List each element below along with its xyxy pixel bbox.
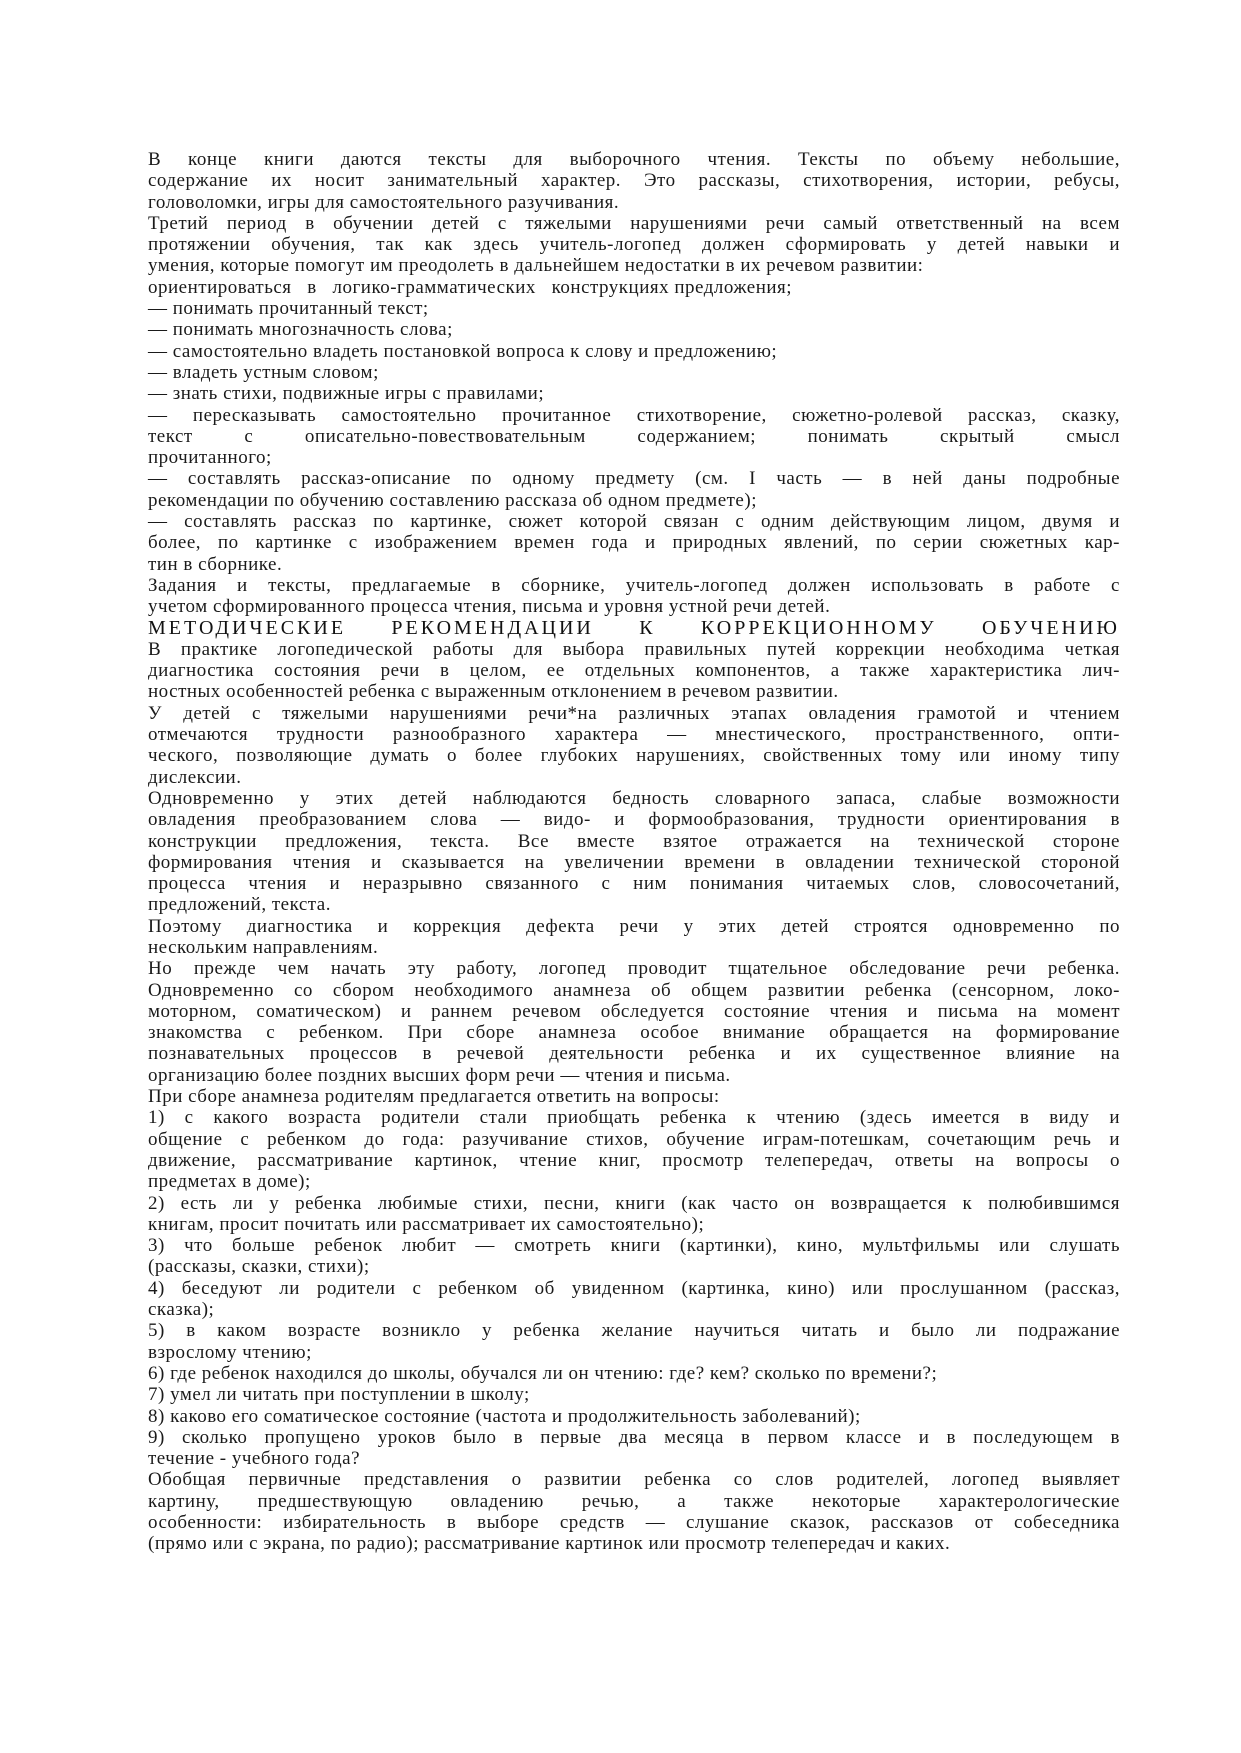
text-line: 9) сколько пропущено уроков было в первые два месяца в первом классе и в последующем в: [148, 1426, 1120, 1448]
text-line: ностных особенностей ребенка с выраженным отклонением в речевом развитии.: [148, 681, 839, 703]
text-line: учетом сформированного процесса чтения, письма и уровня устной речи детей.: [148, 596, 831, 618]
text-line: конструкции предложения, текста. Все вместе взятое отражается на технической стороне: [148, 830, 1120, 852]
text-line: диагностика состояния речи в целом, ее отдельных компонентов, а также характеристика лич-: [148, 660, 1120, 682]
text-line: процесса чтения и неразрывно связанного с ним понимания читаемых слов, словосочетаний,: [148, 873, 1120, 895]
text-line: В конце книги даются тексты для выборочного чтения. Тексты по объему небольшие,: [148, 149, 1120, 170]
text-line: текст с описательно-повествовательным содержанием; понимать скрытый смысл: [148, 425, 1120, 447]
text-line: 8) каково его соматическое состояние (частота и продолжительность заболеваний);: [148, 1405, 861, 1427]
text-line: особенности: избирательность в выборе средств — слушание сказок, рассказов от собеседника: [148, 1512, 1120, 1533]
text-line: (рассказы, сказки, стихи);: [148, 1256, 370, 1278]
text-line: В практике логопедической работы для выбора правильных путей коррекции необходима четкая: [148, 638, 1120, 660]
text-line: — понимать прочитанный текст;: [148, 298, 429, 320]
text-line: 7) умел ли читать при поступлении в школу;: [148, 1384, 530, 1406]
text-line: нескольким направлениям.: [148, 936, 379, 958]
text-line: головоломки, игры для самостоятельного разучивания.: [148, 191, 620, 213]
text-line: ческого, позволяющие думать о более глубоких нарушениях, свойственных тому или иному типу: [148, 745, 1120, 767]
text-line: — самостоятельно владеть постановкой вопроса к слову и предложению;: [148, 340, 778, 362]
text-line: Обобщая первичные представления о развитии ребенка со слов родителей, логопед выявляет: [148, 1469, 1120, 1491]
text-line: 4) беседуют ли родители с ребенком об увиденном (картинка, кино) или прослушанном (рассказ,: [148, 1277, 1120, 1299]
text-line: предметах в доме);: [148, 1171, 311, 1193]
document-page: [148, 149, 1120, 1555]
text-line: Одновременно у этих детей наблюдаются бедность словарного запаса, слабые возможности: [148, 787, 1120, 809]
text-line: течение - учебного года?: [148, 1448, 361, 1470]
text-line: формирования чтения и сказывается на увеличении времени в овладении технической стороной: [148, 851, 1120, 873]
text-line: Задания и тексты, предлагаемые в сборнике, учитель-логопед должен использовать в работе с: [148, 574, 1120, 596]
text-line: 1) с какого возраста родители стали приобщать ребенка к чтению (здесь имеется в виду и: [148, 1107, 1120, 1129]
text-line: Одновременно со сбором необходимого анамнеза об общем развитии ребенка (сенсорном, локо-: [148, 979, 1120, 1001]
text-line: дислексии.: [148, 766, 242, 788]
text-line: При сборе анамнеза родителям предлагается ответить на вопросы:: [148, 1086, 720, 1108]
text-line: отмечаются трудности разнообразного характера — мнестического, пространственного, опти-: [148, 724, 1120, 746]
text-line: книгам, просит почитать или рассматривает их самостоятельно);: [148, 1213, 705, 1235]
text-line: — владеть устным словом;: [148, 361, 379, 383]
text-line: ориентироваться в логико-грамматических конструкциях предложения;: [148, 276, 793, 298]
text-line: — пересказывать самостоятельно прочитанное стихотворение, сюжетно-ролевой рассказ, сказку,: [148, 404, 1120, 426]
text-line: 5) в каком возрасте возникло у ребенка желание научиться читать и было ли подражание: [148, 1320, 1120, 1342]
text-line: Третий период в обучении детей с тяжелыми нарушениями речи самый ответственный на всем: [148, 212, 1120, 234]
text-line: рекомендации по обучению составлению рассказа об одном предмете);: [148, 489, 757, 511]
text-line: организацию более поздних высших форм речи — чтения и письма.: [148, 1064, 731, 1086]
text-line: — составлять рассказ-описание по одному предмету (см. I часть — в ней даны подробные: [148, 468, 1120, 490]
text-line: картину, предшествующую овладению речью, а также некоторые характерологические: [148, 1490, 1120, 1512]
text-line: 3) что больше ребенок любит — смотреть книги (картинки), кино, мультфильмы или слушать: [148, 1235, 1120, 1257]
text-line: более, по картинке с изображением времен года и природных явлений, по серии сюжетных кар-: [148, 532, 1120, 554]
text-line: предложений, текста.: [148, 894, 331, 916]
text-line: движение, рассматривание картинок, чтение книг, просмотр телепередач, ответы на вопросы о: [148, 1149, 1120, 1171]
text-line: общение с ребенком до года: разучивание стихов, обучение играм-потешкам, сочетающим речь и: [148, 1128, 1120, 1150]
section-heading: МЕТОДИЧЕСКИЕ РЕКОМЕНДАЦИИ К КОРРЕКЦИОННОМУ ОБУЧЕНИЮ: [148, 616, 1120, 639]
text-line: протяжении обучения, так как здесь учитель-логопед должен сформировать у детей навыки и: [148, 234, 1120, 256]
text-line: (прямо или с экрана, по радио); рассматривание картинок или просмотр телепередач и каких.: [148, 1533, 951, 1555]
text-line: прочитанного;: [148, 447, 272, 469]
text-line: Поэтому диагностика и коррекция дефекта речи у этих детей строятся одновременно по: [148, 915, 1120, 937]
text-line: 2) есть ли у ребенка любимые стихи, песни, книги (как часто он возвращается к полюбившимся: [148, 1192, 1120, 1214]
text-line: Но прежде чем начать эту работу, логопед проводит тщательное обследование речи ребенка.: [148, 958, 1120, 980]
text-line: умения, которые помогут им преодолеть в дальнейшем недостатки в их речевом развитии:: [148, 255, 924, 277]
text-line: содержание их носит занимательный характер. Это рассказы, стихотворения, истории, ребусы,: [148, 170, 1120, 192]
text-line: моторном, соматическом) и раннем речевом обследуется состояние чтения и письма на момент: [148, 1000, 1120, 1022]
text-line: У детей с тяжелыми нарушениями речи*на различных этапах овладения грамотой и чтением: [148, 702, 1120, 724]
text-line: — знать стихи, подвижные игры с правилами;: [148, 383, 545, 405]
text-line: 6) где ребенок находился до школы, обучался ли он чтению: где? кем? сколько по времени?;: [148, 1362, 938, 1384]
text-line: овладения преобразованием слова — видо- и формообразования, трудности ориентирования в: [148, 809, 1120, 831]
text-line: познавательных процессов в речевой деятельности ребенка и их существенное влияние на: [148, 1043, 1120, 1065]
text-line: сказка);: [148, 1299, 215, 1321]
text-line: — составлять рассказ по картинке, сюжет которой связан с одним действующим лицом, двумя и: [148, 511, 1120, 533]
text-line: — понимать многозначность слова;: [148, 319, 453, 341]
text-line: тин в сборнике.: [148, 553, 283, 575]
text-line: взрослому чтению;: [148, 1341, 312, 1363]
text-line: знакомства с ребенком. При сборе анамнеза особое внимание обращается на формирование: [148, 1022, 1120, 1044]
